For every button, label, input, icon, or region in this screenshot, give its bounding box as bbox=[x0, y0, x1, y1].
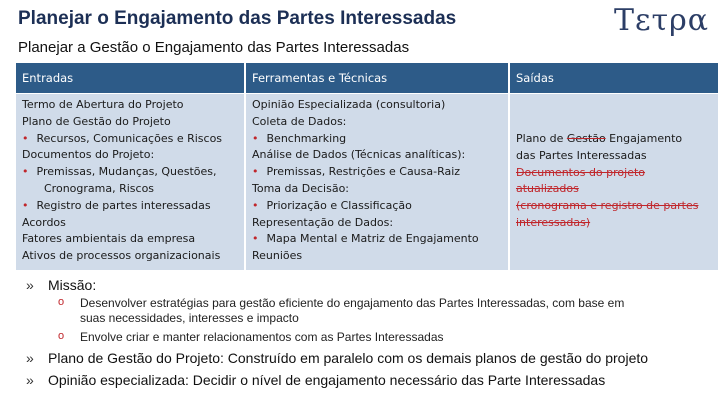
list-item: Plano de Gestão do Projeto bbox=[22, 114, 171, 128]
missao-item-2: o Envolve criar e manter relacionamentos com as Partes Interessadas bbox=[58, 330, 444, 344]
note-missao: » Missão: bbox=[26, 277, 97, 293]
list-item: • Registro de partes interessadas bbox=[22, 198, 211, 212]
list-item: Coleta de Dados: bbox=[252, 114, 347, 128]
list-item: Análise de Dados (Técnicas analíticas): bbox=[252, 148, 466, 162]
tetra-logo: Τετρα bbox=[614, 3, 710, 38]
list-item: • Mapa Mental e Matriz de Engajamento bbox=[252, 232, 479, 246]
list-item: • Priorização e Classificação bbox=[252, 198, 412, 212]
arrow-bullet-icon: » bbox=[26, 350, 34, 366]
bullet-icon: • bbox=[22, 165, 29, 179]
arrow-bullet-icon: » bbox=[26, 372, 34, 388]
arrow-bullet-icon: » bbox=[26, 277, 34, 293]
list-item: atualizados bbox=[516, 182, 579, 196]
list-item: Opinião Especializada (consultoria) bbox=[252, 98, 446, 111]
bullet-icon: • bbox=[252, 165, 259, 179]
bullet-icon: • bbox=[252, 131, 259, 145]
header-ferramentas: Ferramentas e Técnicas bbox=[246, 63, 508, 93]
missao-item-1: o Desenvolver estratégias para gestão eficiente do engajamento das Partes Interessadas, com base em suas necessidades, interesses e impacto bbox=[58, 296, 625, 325]
list-item: Cronograma, Riscos bbox=[44, 181, 155, 195]
list-item: Fatores ambientais da empresa bbox=[22, 232, 196, 246]
list-item: • Premissas, Restrições e Causa-Raiz bbox=[252, 165, 461, 179]
list-item: das Partes Interessadas bbox=[516, 148, 647, 162]
list-item: (cronograma e registro de partes bbox=[516, 199, 699, 213]
header-saidas: Saídas bbox=[510, 63, 718, 93]
note-opiniao: » Opinião especializada: Decidir o nível de engajamento necessário das Parte Interessadas bbox=[26, 372, 606, 388]
list-item: interessadas) bbox=[516, 215, 591, 229]
list-item: Documentos do projeto bbox=[516, 165, 646, 179]
list-item: Acordos bbox=[22, 215, 66, 229]
list-item: Toma da Decisão: bbox=[252, 181, 350, 195]
header-entradas: Entradas bbox=[16, 63, 244, 93]
bullet-icon: • bbox=[22, 198, 29, 212]
list-item: • Benchmarking bbox=[252, 131, 347, 145]
list-item: Documentos do Projeto: bbox=[22, 148, 155, 162]
cell-saidas bbox=[510, 94, 718, 270]
process-table bbox=[16, 63, 718, 270]
list-item: • Premissas, Mudanças, Questões, bbox=[22, 165, 217, 179]
note-plano: » Plano de Gestão do Projeto: Construído em paralelo com os demais planos de gestão do projeto bbox=[26, 350, 649, 366]
cell-entradas bbox=[16, 94, 244, 270]
page-subtitle: Planejar a Gestão o Engajamento das Partes Interessadas bbox=[18, 39, 410, 56]
bullet-icon: • bbox=[252, 198, 259, 212]
circle-bullet-icon: o bbox=[58, 296, 65, 308]
page-title: Planejar o Engajamento das Partes Interessadas bbox=[18, 8, 457, 29]
circle-bullet-icon: o bbox=[58, 330, 65, 342]
list-item: Reuniões bbox=[252, 249, 303, 263]
list-item: Termo de Abertura do Projeto bbox=[22, 98, 184, 111]
bullet-icon: • bbox=[252, 232, 259, 246]
list-item: • Recursos, Comunicações e Riscos bbox=[22, 131, 223, 145]
struck-word: Gestão bbox=[566, 132, 606, 145]
bullet-icon: • bbox=[22, 131, 29, 145]
cell-ferramentas bbox=[246, 94, 508, 270]
list-item: Representação de Dados: bbox=[252, 215, 394, 229]
list-item: Ativos de processos organizacionais bbox=[22, 249, 221, 263]
list-item: Plano de Gestão Engajamento bbox=[516, 132, 683, 145]
